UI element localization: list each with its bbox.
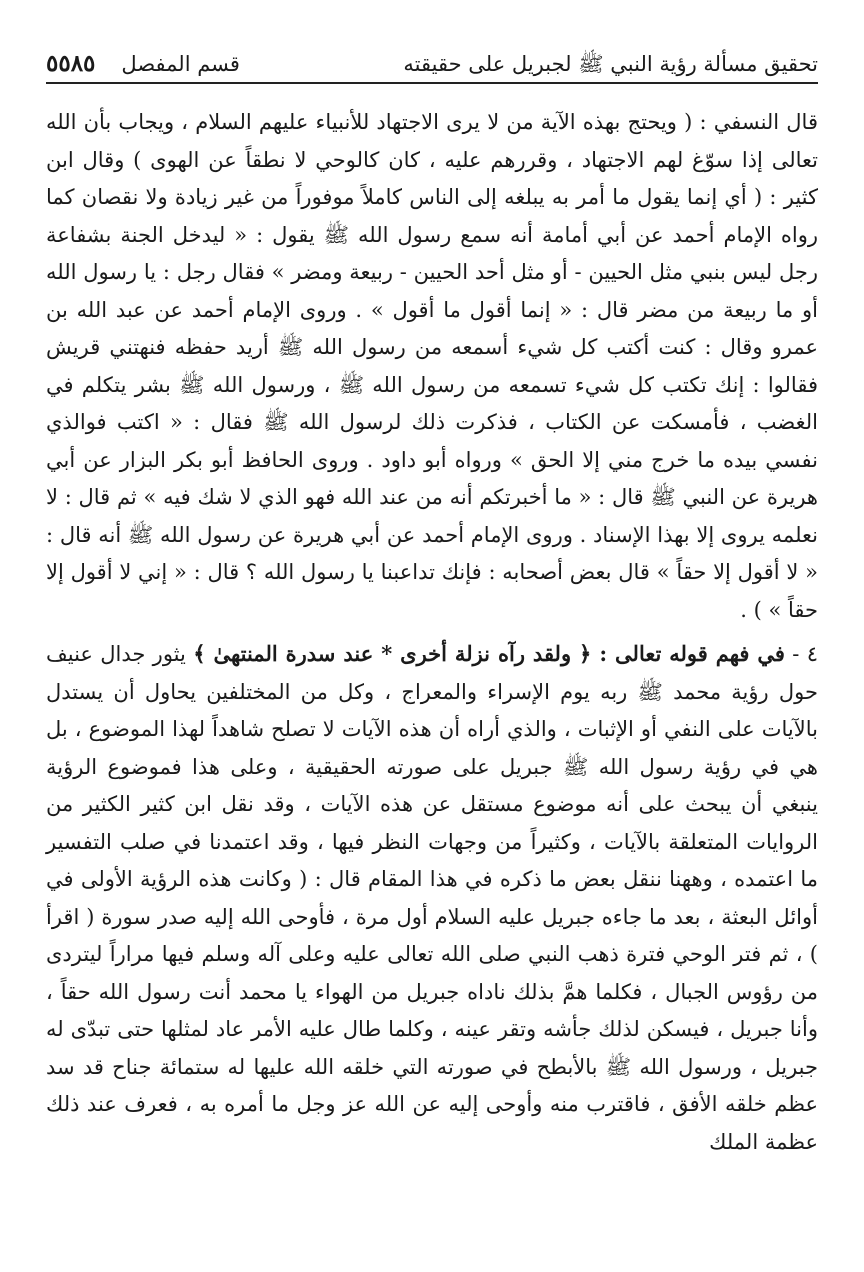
book-page (46, 40, 818, 1255)
body-text (46, 104, 818, 1161)
paragraph-text: يثور جدال عنيف حول رؤية محمد ﷺ ربه يوم الإسراء والمعراج ، وكل من المختلفين يحاول أن يستدل بالآيات على النفي أو الإثبات ، والذي أراه أن هذه الآيات لا تصلح شاهداً لهذا الموضوع ، بل هي في رؤية رسول الله ﷺ جبريل على صورته الحقيقية ، وعلى هذا فموضوع الرؤية ينبغي أن يبحث على أنه موضوع مستقل عن هذه الآيات ، وقد نقل ابن كثير الكثير من الروايات المتعلقة بالآيات ، وكثيراً من وجهات النظر فيها ، وقد اعتمدنا في صلب التفسير ما اعتمده ، وههنا ننقل بعض ما ذكره في هذا المقام قال : ( وكانت هذه الرؤية الأولى في أوائل البعثة ، بعد ما جاءه جبريل عليه السلام أول مرة ، فأوحى الله إليه صدر سورة ( اقرأ ) ، ثم فتر الوحي فترة ذهب النبي صلى الله تعالى عليه وعلى آله وسلم فيها مراراً ليتردى من رؤوس الجبال ، فكلما همَّ بذلك ناداه جبريل من الهواء يا محمد أنت رسول الله حقاً ، وأنا جبريل ، فيسكن لذلك جأشه وتقر عينه ، وكلما طال عليه الأمر عاد لمثلها حتى تبدّى له جبريل ، ورسول الله ﷺ بالأبطح في صورته التي خلقه الله عليها له ستمائة جناح قد سد عظم خلقه الأفق ، فاقترب منه وأوحى إليه عن الله عز وجل ما أمره به ، فعرف عند ذلك عظمة الملك (46, 642, 818, 1154)
paragraph-text: قال النسفي : ( ويحتج بهذه الآية من لا يرى الاجتهاد للأنبياء عليهم السلام ، ويجاب بأن الله تعالى إذا سوّغ لهم الاجتهاد ، وقررهم عليه ، كان كالوحي لا نطقاً عن الهوى ) وقال ابن كثير : ( أي إنما يقول ما أمر به يبلغه إلى الناس كاملاً موفوراً من غير زيادة ولا نقصان كما رواه الإمام أحمد عن أبي أمامة أنه سمع رسول الله ﷺ يقول : « ليدخل الجنة بشفاعة رجل ليس بنبي مثل الحيين - أو مثل أحد الحيين - ربيعة ومضر » فقال رجل : يا رسول الله أو ما ربيعة من مضر قال : « إنما أقول ما أقول » . وروى الإمام أحمد عن عبد الله بن عمرو وقال : كنت أكتب كل شيء أسمعه من رسول الله ﷺ أريد حفظه فنهتني قريش فقالوا : إنك تكتب كل شيء تسمعه من رسول الله ﷺ ، ورسول الله ﷺ بشر يتكلم في الغضب ، فأمسكت عن الكتاب ، فذكرت ذلك لرسول الله ﷺ فقال : « اكتب فوالذي نفسي بيده ما خرج مني إلا الحق » ورواه أبو داود . وروى الحافظ أبو بكر البزار عن أبي هريرة عن النبي ﷺ قال : « ما أخبرتكم أنه من عند الله فهو الذي لا شك فيه » ثم قال : لا نعلمه يروى إلا بهذا الإسناد . وروى الإمام أحمد عن أبي هريرة عن رسول الله ﷺ أنه قال : « لا أقول إلا حقاً » قال بعض أصحابه : فإنك تداعبنا يا رسول الله ؟ قال : « إني لا أقول إلا حقاً » ) . (46, 110, 818, 622)
quran-verse: ﴿ ولقد رآه نزلة أخرى * عند سدرة المنتهىٰ ﴾ (193, 641, 592, 666)
header-title: تحقيق مسألة رؤية النبي ﷺ لجبريل على حقيقته (403, 52, 818, 76)
paragraph-quotes (46, 104, 818, 629)
running-header (46, 40, 818, 84)
section-name: قسم المفصل (121, 52, 240, 76)
header-meta (46, 50, 240, 78)
page-number: ٥٥٨٥ (46, 50, 96, 77)
item-number: ٤ - (784, 642, 818, 666)
paragraph-item-4 (46, 635, 818, 1161)
item-lead: في فهم قوله تعالى : (591, 641, 785, 666)
